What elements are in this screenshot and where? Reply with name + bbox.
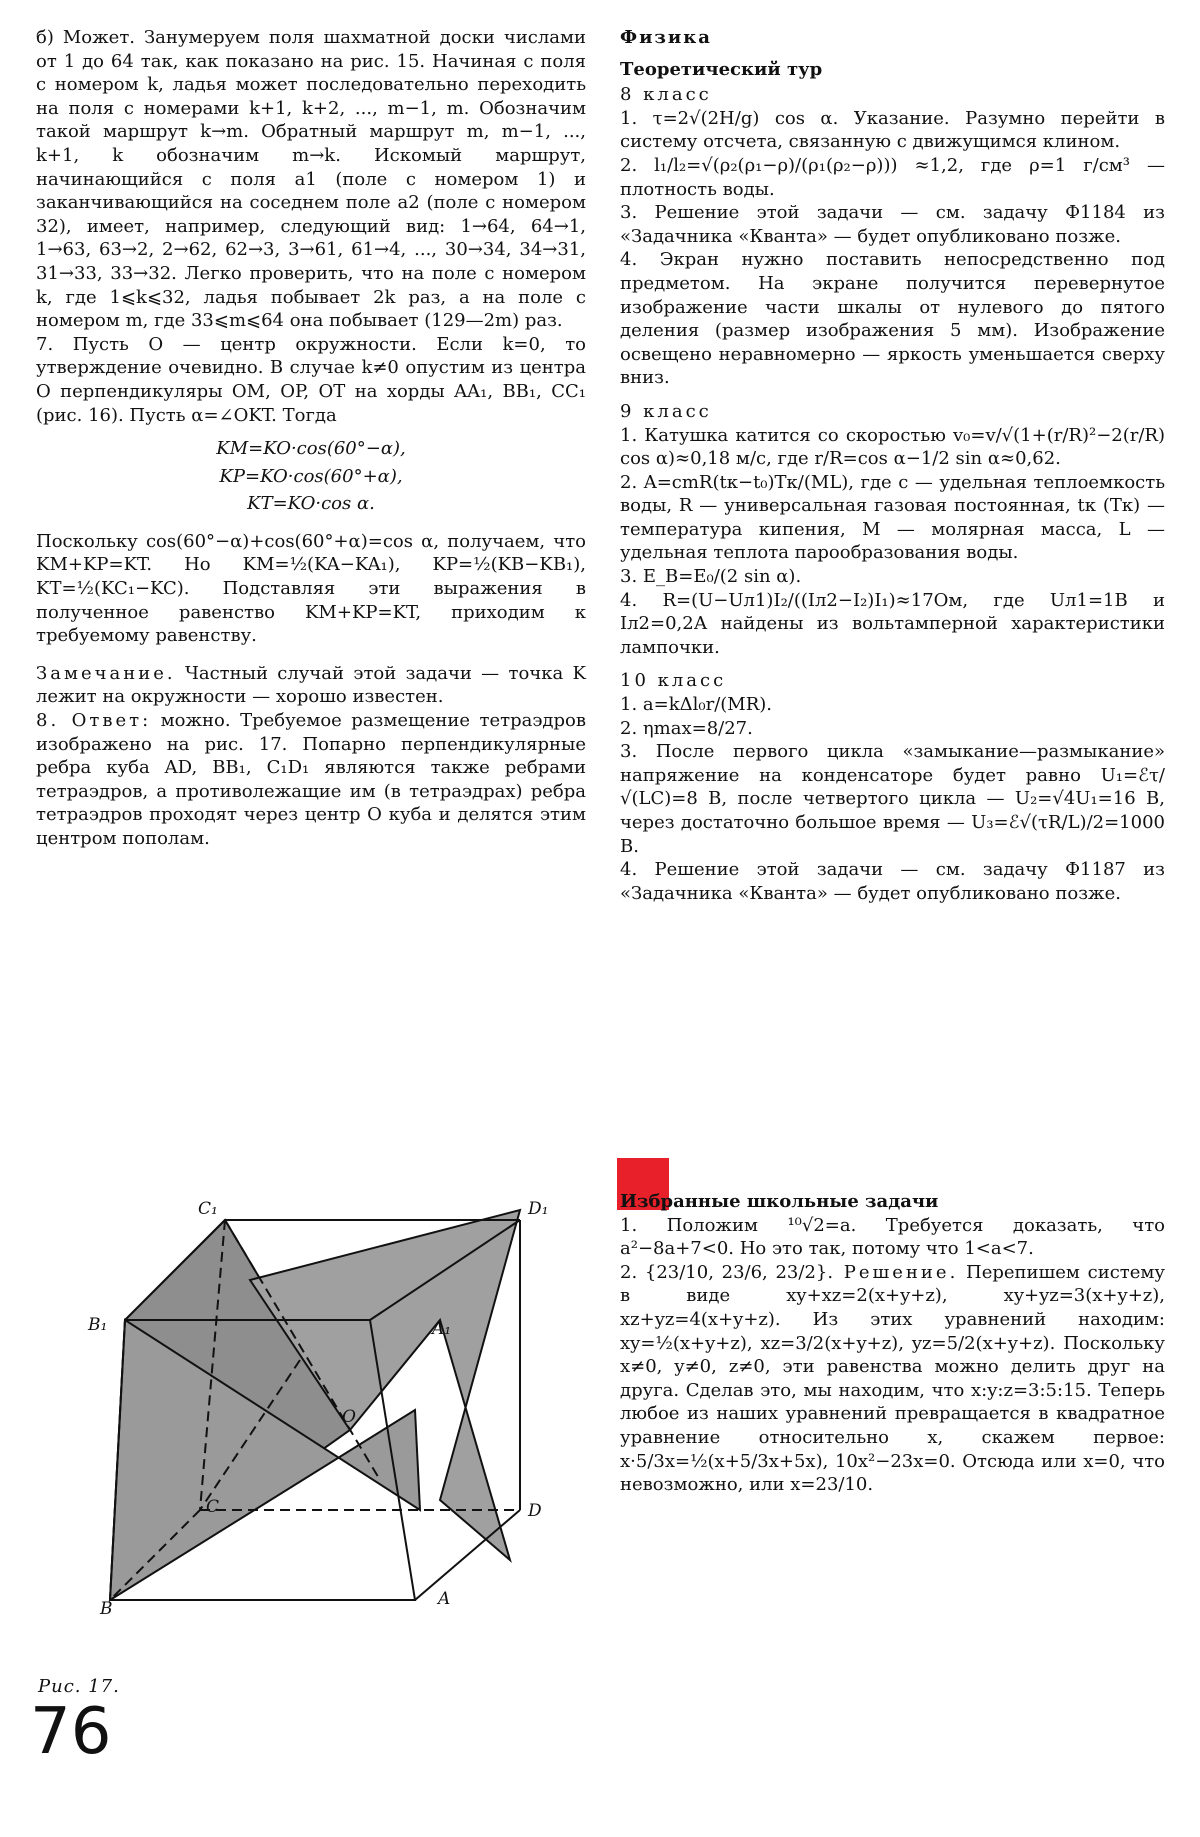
- grade-8-item: 4. Экран нужно поставить непосредственно под предметом. На экране получится перевернутое изображение части шкалы от нулевого до пятого деления (размер изображения 5 мм). Изображение освещено неравномерно — яркость уменьшается сверху вниз.: [620, 249, 1165, 389]
- school-problem-2: [620, 1261, 1165, 1497]
- label-d1: D₁: [528, 1199, 549, 1219]
- grade-8-item: 2. l₁/l₂=√(ρ₂(ρ₁−ρ)/(ρ₁(ρ₂−ρ))) ≈1,2, где ρ=1 г/см³ — плотность воды.: [620, 154, 1165, 200]
- figure-17-cube-tetrahedra: [70, 1180, 570, 1619]
- remark-label: Замечание.: [36, 662, 176, 684]
- label-o: O: [342, 1407, 356, 1427]
- label-a: A: [438, 1589, 451, 1609]
- right-column: [620, 26, 1165, 905]
- solution-label: Решение.: [833, 1261, 959, 1283]
- solution-8-text: можно. Требуемое размещение тетраэдров изображено на рис. 17. Попарно перпендикулярные ребра куба AD, BB₁, C₁D₁ являются также ребрами тетраэдров, а противолежащие им (в тетраэдрах) ребра тетраэдров проходят через центр O куба и делятся этим центром пополам.: [36, 710, 586, 849]
- left-column: [36, 26, 586, 851]
- grade-8-title: 8 класс: [620, 84, 712, 106]
- label-a1: A₁: [432, 1319, 452, 1339]
- figure-caption: Рис. 17.: [38, 1676, 120, 1697]
- grade-8-item: 1. τ=2√(2H/g) cos α. Указание. Разумно перейти в систему отсчета, связанную с движущимся клином.: [620, 107, 1165, 153]
- grade-9-item: 2. A=cmR(tк−t₀)Tк/(ML), где c — удельная теплоемкость воды, R — универсальная газовая постоянная, tк (Tк) — температура кипения, M — молярная масса, L — удельная теплота парообразования воды.: [620, 471, 1165, 564]
- grade-9-title: 9 класс: [620, 400, 712, 422]
- solution-7-cont: Поскольку cos(60°−α)+cos(60°+α)=cos α, получаем, что KM+KP=KT. Но KM=½(KA−KA₁), KP=½(KB−KB₁), KT=½(KC₁−KC). Подставляя эти выражения в полученное равенство KM+KP=KT, приходим к требуемому равенству.: [36, 530, 586, 647]
- problem-2-answer: 2. {23/10, 23/6, 23/2}.: [620, 1261, 834, 1283]
- solution-8: [36, 709, 586, 851]
- label-b1: B₁: [88, 1315, 108, 1335]
- grade-10-item: 4. Решение этой задачи — см. задачу Ф1187 из «Задачника «Кванта» — будет опубликовано позже.: [620, 859, 1165, 904]
- solution-7: 7. Пусть O — центр окружности. Если k=0, то утверждение очевидно. В случае k≠0 опустим из центра O перпендикуляры OM, OP, OT на хорды AA₁, BB₁, CC₁ (рис. 16). Пусть α=∠OKT. Тогда: [36, 333, 586, 426]
- grade-9-item: 1. Катушка катится со скоростью v₀=v/√(1+(r/R)²−2(r/R) cos α)≈0,18 м/с, где r/R=cos α−1/2 sin α≈0,62.: [620, 424, 1165, 470]
- grade-10-title: 10 класс: [620, 670, 727, 692]
- section-title: Физика: [620, 27, 712, 48]
- label-d: D: [528, 1501, 542, 1521]
- grade-10-item: 1. a=kΔl₀r/(MR).: [620, 694, 773, 716]
- solution-6b: б) Может. Занумеруем поля шахматной доски числами от 1 до 64 так, как показано на рис. 15. Начиная с поля с номером k, ладья может последовательно переходить на поля с номерами k+1, k+2, ..., m−1, m. Обозначим такой маршрут k→m. Обратный маршрут m, m−1, ..., k+1, k обозначим m→k. Искомый маршрут, начинающийся с поля a1 (поле с номером 1) и заканчивающийся на соседнем поле a2 (поле с номером 32), имеет, например, следующий вид: 1→64, 64→1, 1→63, 63→2, 2→62, 62→3, 3→61, 61→4, ..., 30→34, 34→31, 31→33, 33→32. Легко проверить, что на поле с номером k, где 1⩽k⩽32, ладья побывает 2k раз, а на поле с номером m, где 33⩽m⩽64 она побывает (129—2m) раз.: [36, 27, 586, 332]
- school-problems-title: Избранные школьные задачи: [620, 1191, 939, 1212]
- grade-10-item: 2. ηmax=8/27.: [620, 717, 753, 739]
- remark-text: Частный случай этой задачи — точка K лежит на окружности — хорошо известен.: [36, 662, 586, 708]
- problem-2-text: Перепишем систему в виде xy+xz=2(x+y+z), xy+yz=3(x+y+z), xz+yz=4(x+y+z). Из этих уравнений находим: xy=½(x+y+z), xz=3/2(x+y+z), yz=5/2(x+y+z). Поскольку x≠0, y≠0, z≠0, эти равенства можно делить друг на друга. Сделав это, мы находим, что x:y:z=3:5:15. Теперь любое из наших уравнений превращается в квадратное уравнение относительно x, скажем первое: x·5/3x=½(x+5/3x+5x), 10x²−23x=0. Отсюда или x=0, что невозможно, или x=23/10.: [620, 1261, 1165, 1496]
- grade-9-item: 3. E_B=E₀/(2 sin α).: [620, 566, 802, 588]
- grade-9-item: 4. R=(U−Uл1)I₂/((Iл2−I₂)I₁)≈17Ом, где Uл1=1В и Iл2=0,2А найдены из вольтамперной характеристики лампочки.: [620, 589, 1165, 658]
- school-problems-section: [620, 1190, 1165, 1497]
- label-c: C: [206, 1497, 220, 1517]
- remark: [36, 662, 586, 709]
- page-number: 76: [30, 1695, 112, 1769]
- label-b: B: [100, 1599, 113, 1619]
- grade-8-item: 3. Решение этой задачи — см. задачу Ф1184 из «Задачника «Кванта» — будет опубликовано позже.: [620, 202, 1165, 247]
- grade-10-item: 3. После первого цикла «замыкание—размыкание» напряжение на конденсаторе будет равно U₁=ℰτ/√(LC)=8 В, после четвертого цикла — U₂=√4U₁=16 В, через достаточно большое время — U₃=ℰ√(τR/L)/2=1000 В.: [620, 741, 1165, 857]
- formula-kp: KP=KO·cos(60°+α),: [219, 465, 403, 487]
- label-c1: C₁: [198, 1199, 218, 1219]
- formula-km: KM=KO·cos(60°−α),: [216, 438, 406, 460]
- subsection-title: Теоретический тур: [620, 58, 823, 80]
- formula-kt: KT=KO·cos α.: [247, 493, 375, 515]
- answer-label: 8. Ответ:: [36, 710, 152, 732]
- school-problem-1: 1. Положим ¹⁰√2=a. Требуется доказать, что a²−8a+7<0. Но это так, потому что 1<a<7.: [620, 1214, 1165, 1260]
